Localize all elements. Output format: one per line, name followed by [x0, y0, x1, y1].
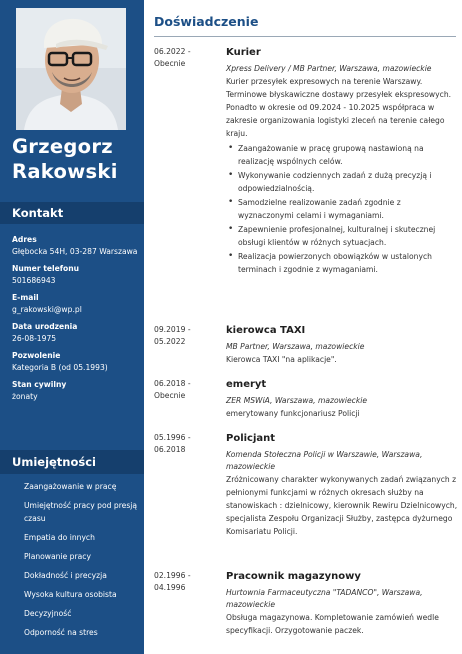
experience-heading: Doświadczenie	[154, 14, 259, 29]
job-title: kierowca TAXI	[226, 325, 306, 336]
skill-item: Empatia do innych	[24, 533, 95, 542]
contact-item-marital-status	[12, 379, 140, 403]
portrait-image	[16, 8, 126, 130]
skill-item: Planowanie pracy	[24, 552, 91, 561]
contact-item-phone	[12, 263, 140, 287]
employer: Hurtownia Farmaceutyczna "TADANCO", Warszawa, mazowieckie	[226, 588, 423, 609]
contact-list	[12, 234, 140, 408]
skill-item: Zaangażowanie w pracę	[24, 482, 117, 491]
duty-item: • Zapewnienie profesjonalnej, kulturalnej i skutecznej obsługi klientów w różnych sytuacjach.	[226, 223, 458, 249]
entry-content	[226, 432, 458, 538]
job-title: Kurier	[226, 47, 261, 58]
contact-label: Stan cywilny	[12, 380, 67, 389]
skill-item: Umiejętność pracy pod presją czasu	[24, 501, 138, 523]
contact-value: 26-08-1975	[12, 334, 57, 343]
main-content	[144, 0, 462, 654]
skill-item: Odporność na stres	[24, 628, 98, 637]
duty-item: • Samodzielne realizowanie zadań zgodnie z wyznaczonymi celami i wymaganiami.	[226, 196, 458, 222]
job-title: emeryt	[226, 379, 267, 390]
entry-content	[226, 378, 458, 420]
contact-label: Adres	[12, 235, 37, 244]
job-description: Kierowca TAXI "na aplikacje".	[226, 355, 337, 364]
last-name: Rakowski	[12, 160, 118, 183]
job-description: Kurier przesyłek expresowych na terenie Warszawy. Terminowe błyskawiczne dostawy przesyłek ekspresowych. Ponadto w okresie od 09.2024 - 10.2025 współpraca w zakresie organizowania logistyki zleceń na terenie całego kraju.	[226, 77, 452, 138]
skill-item: Wysoka kultura osobista	[24, 590, 117, 599]
contact-item-birthdate	[12, 321, 140, 345]
skill-item: Decyzyjność	[24, 609, 72, 618]
job-title: Policjant	[226, 433, 276, 444]
contact-item-email	[12, 292, 140, 316]
entry-content	[226, 324, 458, 366]
entry-content	[226, 570, 458, 637]
heading-divider	[154, 36, 456, 37]
job-title: Pracownik magazynowy	[226, 571, 361, 582]
employer: ZER MSWiA, Warszawa, mazowieckie	[226, 396, 368, 405]
contact-label: E-mail	[12, 293, 39, 302]
job-description: Zróżnicowany charakter wykonywanych zadań związanych z pełnionymi funkcjami w różnych okresach służby na stanowiskach : dzielnicowy, kierownik Rewiru Dzielnicowych, specjalista Zespołu Organizacji Służby, zastępca dyżurnego Komisariatu Policji.	[226, 475, 458, 536]
entry-dates: 09.2019 - 05.2022	[154, 325, 191, 346]
contact-value: g_rakowski@wp.pl	[12, 305, 82, 314]
employer: MB Partner, Warszawa, mazowieckie	[226, 342, 365, 351]
duty-item: • Wykonywanie codziennych zadań z dużą precyzją i odpowiedzialnością.	[226, 169, 458, 195]
contact-label: Numer telefonu	[12, 264, 80, 273]
employer: Komenda Stołeczna Policji w Warszawie, Warszawa, mazowieckie	[226, 450, 423, 471]
job-description: Obsługa magazynowa. Kompletowanie zamówień wedle specyfikacji. Orzygotowanie paczek.	[226, 613, 439, 635]
entry-dates: 05.1996 - 06.2018	[154, 433, 191, 454]
entry-dates: 06.2022 - Obecnie	[154, 47, 191, 68]
duty-item: • Zaangażowanie w pracę grupową nastawioną na realizację wspólnych celów.	[226, 142, 458, 168]
entry-dates: 02.1996 - 04.1996	[154, 571, 191, 592]
contact-value: 501686943	[12, 276, 56, 285]
profile-photo	[16, 8, 126, 130]
entry-dates: 06.2018 - Obecnie	[154, 379, 191, 400]
contact-item-address	[12, 234, 140, 258]
skills-heading: Umiejętności	[0, 450, 144, 474]
entry-content	[226, 46, 458, 277]
job-description: emerytowany funkcjonariusz Policji	[226, 409, 360, 418]
contact-label: Data urodzenia	[12, 322, 78, 331]
candidate-name	[12, 134, 118, 184]
contact-item-license	[12, 350, 140, 374]
skills-list	[24, 480, 140, 645]
employer: Xpress Delivery / MB Partner, Warszawa, mazowieckie	[226, 64, 432, 73]
contact-value: żonaty	[12, 392, 38, 401]
contact-label: Pozwolenie	[12, 351, 61, 360]
contact-heading: Kontakt	[0, 202, 144, 224]
first-name: Grzegorz	[12, 135, 113, 158]
contact-value: Głębocka 54H, 03-287 Warszawa	[12, 247, 138, 256]
sidebar	[0, 0, 144, 654]
contact-value: Kategoria B (od 05.1993)	[12, 363, 108, 372]
duties-list	[226, 142, 458, 276]
duty-item: • Realizacja powierzonych obowiązków w ustalonych terminach i zgodnie z wymaganiami.	[226, 250, 458, 276]
skill-item: Dokładność i precyzja	[24, 571, 107, 580]
